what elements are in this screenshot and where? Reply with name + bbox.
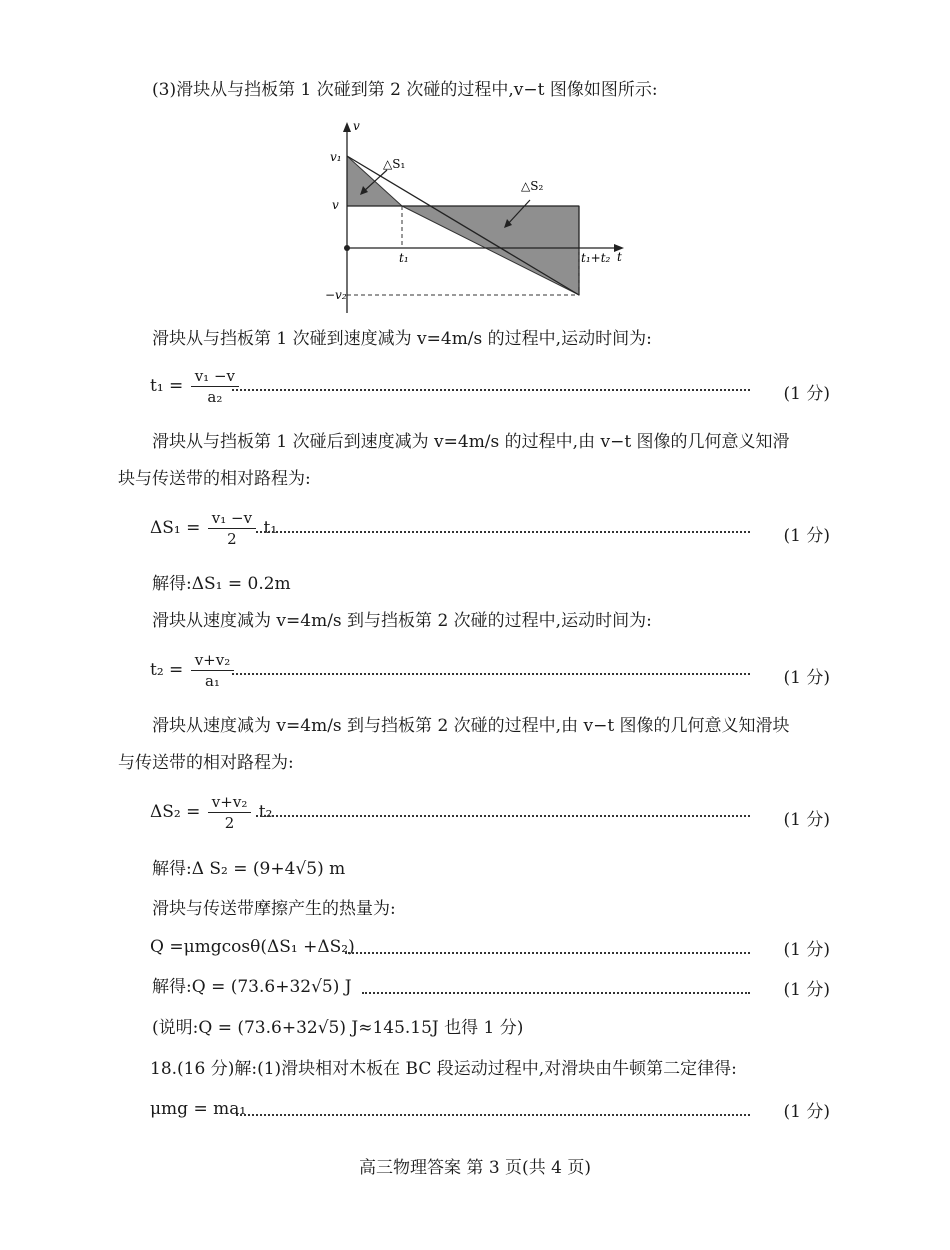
equation-ds2 [150,792,272,833]
paragraph-3: 滑块从速度减为 v=4m/s 到与挡板第 2 次碰的过程中,运动时间为: [152,611,652,631]
score-1: (1 分) [783,384,830,404]
paragraph-2b: 块与传送带的相对路程为: [118,469,311,489]
score-3: (1 分) [783,668,830,688]
eq2-lhs: ΔS₁ = [150,518,201,538]
result-ds2: 解得:Δ S₂ = (9+4√5) m [152,859,346,879]
score-7: (1 分) [783,1102,830,1122]
paragraph-5: 滑块与传送带摩擦产生的热量为: [152,899,396,919]
page-footer: 高三物理答案 第 3 页(共 4 页) [359,1158,591,1178]
dot-leader-2 [256,531,750,533]
eq2-fraction [208,508,256,549]
eq4-tail: t₂ [258,802,273,822]
dot-leader-3 [232,673,750,675]
eq1-denominator: a₂ [207,388,223,406]
equation-t2 [150,650,236,691]
score-2: (1 分) [783,526,830,546]
dot-leader-4 [256,815,750,817]
score-5: (1 分) [783,940,830,960]
label-axis-v: v [353,119,360,133]
result-ds1: 解得:ΔS₁ = 0.2m [152,574,291,594]
paragraph-2a: 滑块从与挡板第 1 次碰后到速度减为 v=4m/s 的过程中,由 v−t 图像的几何意义知滑 [152,432,790,452]
v-axis-arrow [343,122,351,132]
eq3-denominator: a₁ [204,672,220,690]
label-v: v [332,198,339,212]
equation-newton: μmg = ma₁ [150,1099,247,1119]
label-v1: v₁ [330,150,342,164]
eq2-tail: t₁ [263,518,278,538]
dot-leader-6 [362,992,750,994]
label-neg-v2: −v₂ [325,288,347,302]
score-4: (1 分) [783,810,830,830]
eq4-lhs: ΔS₂ = [150,802,201,822]
eq2-denominator: 2 [227,530,237,548]
label-ds2: △S₂ [521,179,544,193]
note-text: (说明:Q = (73.6+32√5) J≈145.15J 也得 1 分) [152,1018,524,1038]
eq1-lhs: t₁ = [150,376,184,396]
result-q: 解得:Q = (73.6+32√5) J [152,977,352,997]
paragraph-4b: 与传送带的相对路程为: [118,753,294,773]
dot-leader-1 [232,389,750,391]
label-t1t2: t₁+t₂ [581,251,611,265]
intro-text: (3)滑块从与挡板第 1 次碰到第 2 次碰的过程中,v−t 图像如图所示: [152,80,658,100]
eq3-fraction [191,650,235,691]
dot-leader-5 [345,952,750,954]
eq1-numerator: v₁ −v [191,366,239,387]
label-ds1: △S₁ [383,157,406,171]
eq1-fraction [191,366,239,407]
paragraph-1: 滑块从与挡板第 1 次碰到速度减为 v=4m/s 的过程中,运动时间为: [152,329,652,349]
score-6: (1 分) [783,980,830,1000]
equation-q: Q =μmgcosθ(ΔS₁ +ΔS₂) [150,937,355,957]
label-t1: t₁ [399,251,409,265]
eq4-denominator: 2 [224,814,235,832]
eq4-fraction [208,792,252,833]
question-18: 18.(16 分)解:(1)滑块相对木板在 BC 段运动过程中,对滑块由牛顿第二定律得: [150,1059,737,1079]
eq2-numerator: v₁ −v [208,508,256,529]
eq4-numerator: v+v₂ [208,792,252,813]
area-ds2 [402,206,579,295]
paragraph-4a: 滑块从速度减为 v=4m/s 到与挡板第 2 次碰的过程中,由 v−t 图像的几何意义知滑块 [152,716,790,736]
dot-leader-7 [236,1114,750,1116]
eq3-numerator: v+v₂ [191,650,235,671]
origin-dot [344,245,350,251]
vt-chart [325,118,635,318]
equation-ds1 [150,508,277,549]
label-axis-t: t [617,250,622,264]
eq3-lhs: t₂ = [150,660,184,680]
equation-t1 [150,366,241,407]
